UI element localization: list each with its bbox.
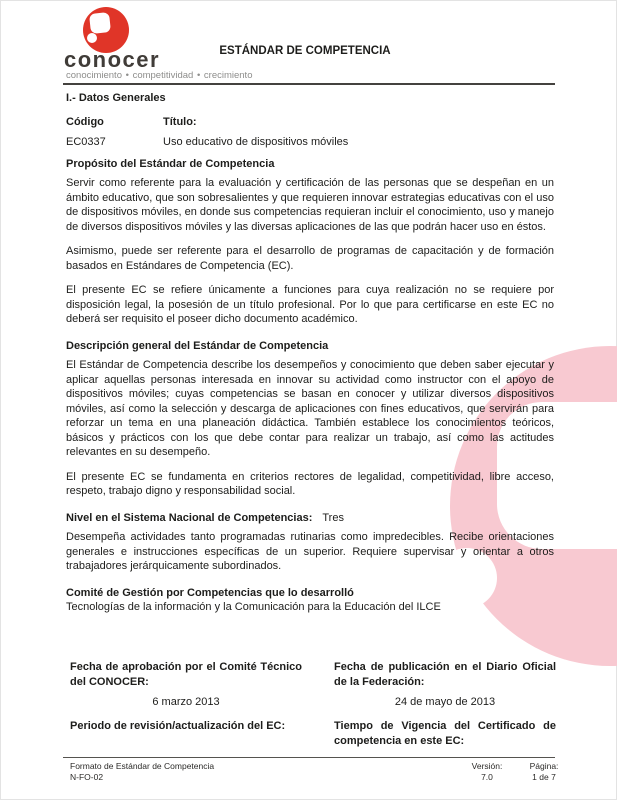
level-label: Nivel en el Sistema Nacional de Competencias: [66, 511, 313, 524]
footer-page-label: Página: [529, 761, 559, 771]
dates-table [70, 660, 556, 749]
document-body [66, 91, 554, 615]
paragraph: Asimismo, puede ser referente para el desarrollo de programas de capacitación y de formación basados en Estándares de Competencia (EC). [66, 245, 554, 272]
title-value: Uso educativo de dispositivos móviles [163, 136, 349, 148]
footer-version [455, 761, 519, 782]
footer-version-value: 7.0 [481, 771, 493, 782]
revision-period-label: Periodo de revisión/actualización del EC: [70, 720, 286, 732]
paragraph: Desempeña actividades tanto programadas rutinarias como impredecibles. Recibe orientaciones generales e instrucciones específicas de un superior. Requiere supervisar y orientar a otros trabajadores jerárquicamente subordinados. [66, 531, 554, 572]
code-title-labels-row [66, 115, 554, 130]
section-heading-datos-generales: I.- Datos Generales [66, 92, 166, 104]
section-heading-comite: Comité de Gestión por Competencias que lo desarrolló [66, 586, 354, 599]
code-label: Código [66, 115, 104, 128]
paragraph: El Estándar de Competencia describe los desempeños y conocimiento que deben saber ejecutar y aplicar aquellas personas interesada en innovar su actividad como instructor con el apoyo de dispositivos móviles; cuyas competencias se basan en conocer y utilizar diversos dispositivos móviles, así como la selección y descarga de aplicaciones con fines educativos, que servirán para reforzar un tema en una planeación didáctica. También establece los conocimientos teóricos, básicos y prácticos con los que debe contar para realizar un trabajo, así como las actitudes relevantes en su desempeño. [66, 359, 554, 458]
document-title: ESTÁNDAR DE COMPETENCIA [219, 45, 391, 57]
paragraph: El presente EC se fundamenta en criterios rectores de legalidad, competitividad, libre acceso, respeto, trabajo digno y responsabilidad social. [66, 470, 554, 497]
header-divider [63, 83, 555, 85]
footer-form-name: Formato de Estándar de Competencia [70, 761, 215, 771]
publication-date-label: Fecha de publicación en el Diario Oficial de la Federación: [334, 661, 556, 688]
footer-form-code: N-FO-02 [70, 771, 104, 782]
logo-dot-cutout [87, 33, 97, 43]
title-label: Título: [163, 115, 197, 128]
code-value: EC0337 [66, 136, 106, 148]
paragraph: El presente EC se refiere únicamente a funciones para cuya realización no se requiere por disposición legal, la posesión de un título profesional. Por lo que para certificarse en este EC no deberá ser requisito el poseer dicho documento académico. [66, 284, 554, 325]
logo-square-cutout [89, 12, 111, 34]
footer-divider [63, 757, 555, 758]
paragraph: Servir como referente para la evaluación y certificación de las personas que se despeñan en un ámbito educativo, que son sobresalientes y que requieren innovar estrategias educativas con el uso de dispositivos móviles, en donde sus competencias requieran incluir el conocimiento, uso y manejo de diversos dispositivos móviles y las diversas aplicaciones de las que podrán hacer uso en éstos. [66, 177, 554, 233]
footer-form-info [70, 761, 214, 782]
footer-page [512, 761, 576, 782]
section-heading-descripcion: Descripción general del Estándar de Competencia [66, 339, 329, 352]
approval-date-value: 6 marzo 2013 [152, 696, 220, 708]
committee-value: Tecnologías de la información y la Comunicación para la Educación del ILCE [66, 601, 441, 613]
footer-page-value: 1 de 7 [532, 771, 556, 782]
publication-date-value: 24 de mayo de 2013 [394, 696, 496, 708]
approval-date-label: Fecha de aprobación por el Comité Técnico del CONOCER: [70, 661, 302, 688]
brand-tagline: conocimiento • competitividad • crecimiento [66, 70, 253, 81]
code-title-values-row [66, 135, 554, 150]
level-value: Tres [322, 511, 344, 524]
validity-time-label: Tiempo de Vigencia del Certificado de competencia en este EC: [334, 720, 556, 747]
section-heading-proposito: Propósito del Estándar de Competencia [66, 157, 275, 170]
brand-wordmark: conocer [64, 47, 161, 72]
section-heading-nivel [66, 511, 554, 526]
footer-version-label: Versión: [471, 761, 503, 771]
